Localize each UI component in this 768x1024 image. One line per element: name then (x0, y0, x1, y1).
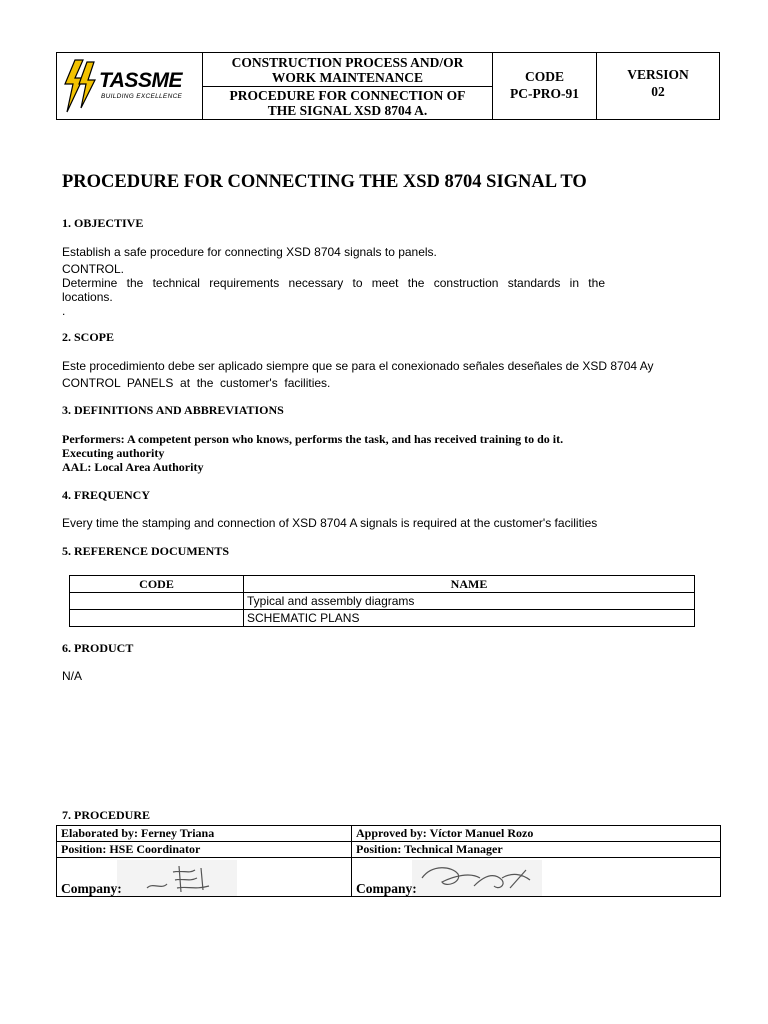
reference-documents-table (69, 575, 695, 627)
code-cell (493, 53, 597, 119)
objective-line5: . (62, 304, 66, 318)
column-header-code: CODE (70, 576, 244, 593)
elaborated-by: Elaborated by: Ferney Triana (57, 826, 352, 842)
row-code (70, 593, 244, 610)
company-left-cell (57, 858, 352, 897)
process-title-line1: CONSTRUCTION PROCESS AND/OR (231, 55, 464, 70)
signature-left-icon (117, 858, 287, 898)
definitions-heading: 3. DEFINITIONS AND ABBREVIATIONS (62, 403, 284, 417)
row-name: SCHEMATIC PLANS (244, 610, 695, 627)
position-left: Position: HSE Coordinator (57, 842, 352, 858)
objective-line1: Establish a safe procedure for connecting XSD 8704 signals to panels. (62, 245, 437, 259)
code-value: PC-PRO-91 (510, 86, 579, 101)
company-left-label: Company: (61, 881, 122, 896)
code-label: CODE (524, 69, 564, 84)
logo-cell (57, 53, 203, 119)
document-title: PROCEDURE FOR CONNECTING THE XSD 8704 SIGNAL TO (62, 172, 587, 192)
objective-line4: locations. (62, 290, 113, 304)
title-cell (203, 53, 493, 119)
procedure-subtitle (203, 87, 492, 120)
definitions-line1: Performers: A competent person who knows, performs the task, and has received training to do it. (62, 432, 564, 446)
signature-row-names (57, 826, 721, 842)
signature-row-company (57, 858, 721, 897)
table-row (70, 610, 695, 627)
version-label: VERSION (627, 67, 689, 82)
subtitle-line2: THE SIGNAL XSD 8704 A. (267, 103, 428, 118)
definitions-line3: AAL: Local Area Authority (62, 460, 204, 474)
approved-by: Approved by: Víctor Manuel Rozo (352, 826, 721, 842)
logo-wordmark: TASSME (99, 69, 182, 92)
company-right-label: Company: (356, 881, 417, 896)
objective-heading: 1. OBJECTIVE (62, 216, 144, 230)
signature-right-icon (402, 858, 572, 898)
table-row (70, 593, 695, 610)
product-value: N/A (62, 669, 83, 683)
signature-table (56, 825, 721, 897)
objective-line3: Determine the technical requirements necessary to meet the construction standards in the (62, 276, 605, 290)
frequency-line1: Every time the stamping and connection of XSD 8704 A signals is required at the customer's facilities (62, 516, 598, 530)
frequency-heading: 4. FREQUENCY (62, 488, 151, 502)
table-header-row (70, 576, 695, 593)
scope-heading: 2. SCOPE (62, 330, 115, 344)
process-title-line2: WORK MAINTENANCE (271, 70, 424, 85)
row-name: Typical and assembly diagrams (244, 593, 695, 610)
signature-row-positions (57, 842, 721, 858)
version-cell (597, 53, 719, 119)
definitions-line2: Executing authority (62, 446, 165, 460)
subtitle-line1: PROCEDURE FOR CONNECTION OF (229, 88, 466, 103)
company-right-cell (352, 858, 721, 897)
version-value: 02 (651, 84, 665, 99)
procedure-heading: 7. PROCEDURE (62, 808, 151, 822)
process-title (203, 53, 492, 87)
document-header (56, 52, 720, 120)
reference-heading: 5. REFERENCE DOCUMENTS (62, 544, 230, 558)
product-heading: 6. PRODUCT (62, 641, 134, 655)
row-code (70, 610, 244, 627)
column-header-name: NAME (244, 576, 695, 593)
objective-line2: CONTROL. (62, 262, 125, 276)
logo-tagline: BUILDING EXCELLENCE (101, 93, 183, 100)
scope-line1: Este procedimiento debe ser aplicado siempre que se para el conexionado señales deseñales de XSD 8704 Ay (62, 359, 654, 373)
position-right: Position: Technical Manager (352, 842, 721, 858)
scope-line2: CONTROL PANELS at the customer's facilities. (62, 376, 331, 390)
